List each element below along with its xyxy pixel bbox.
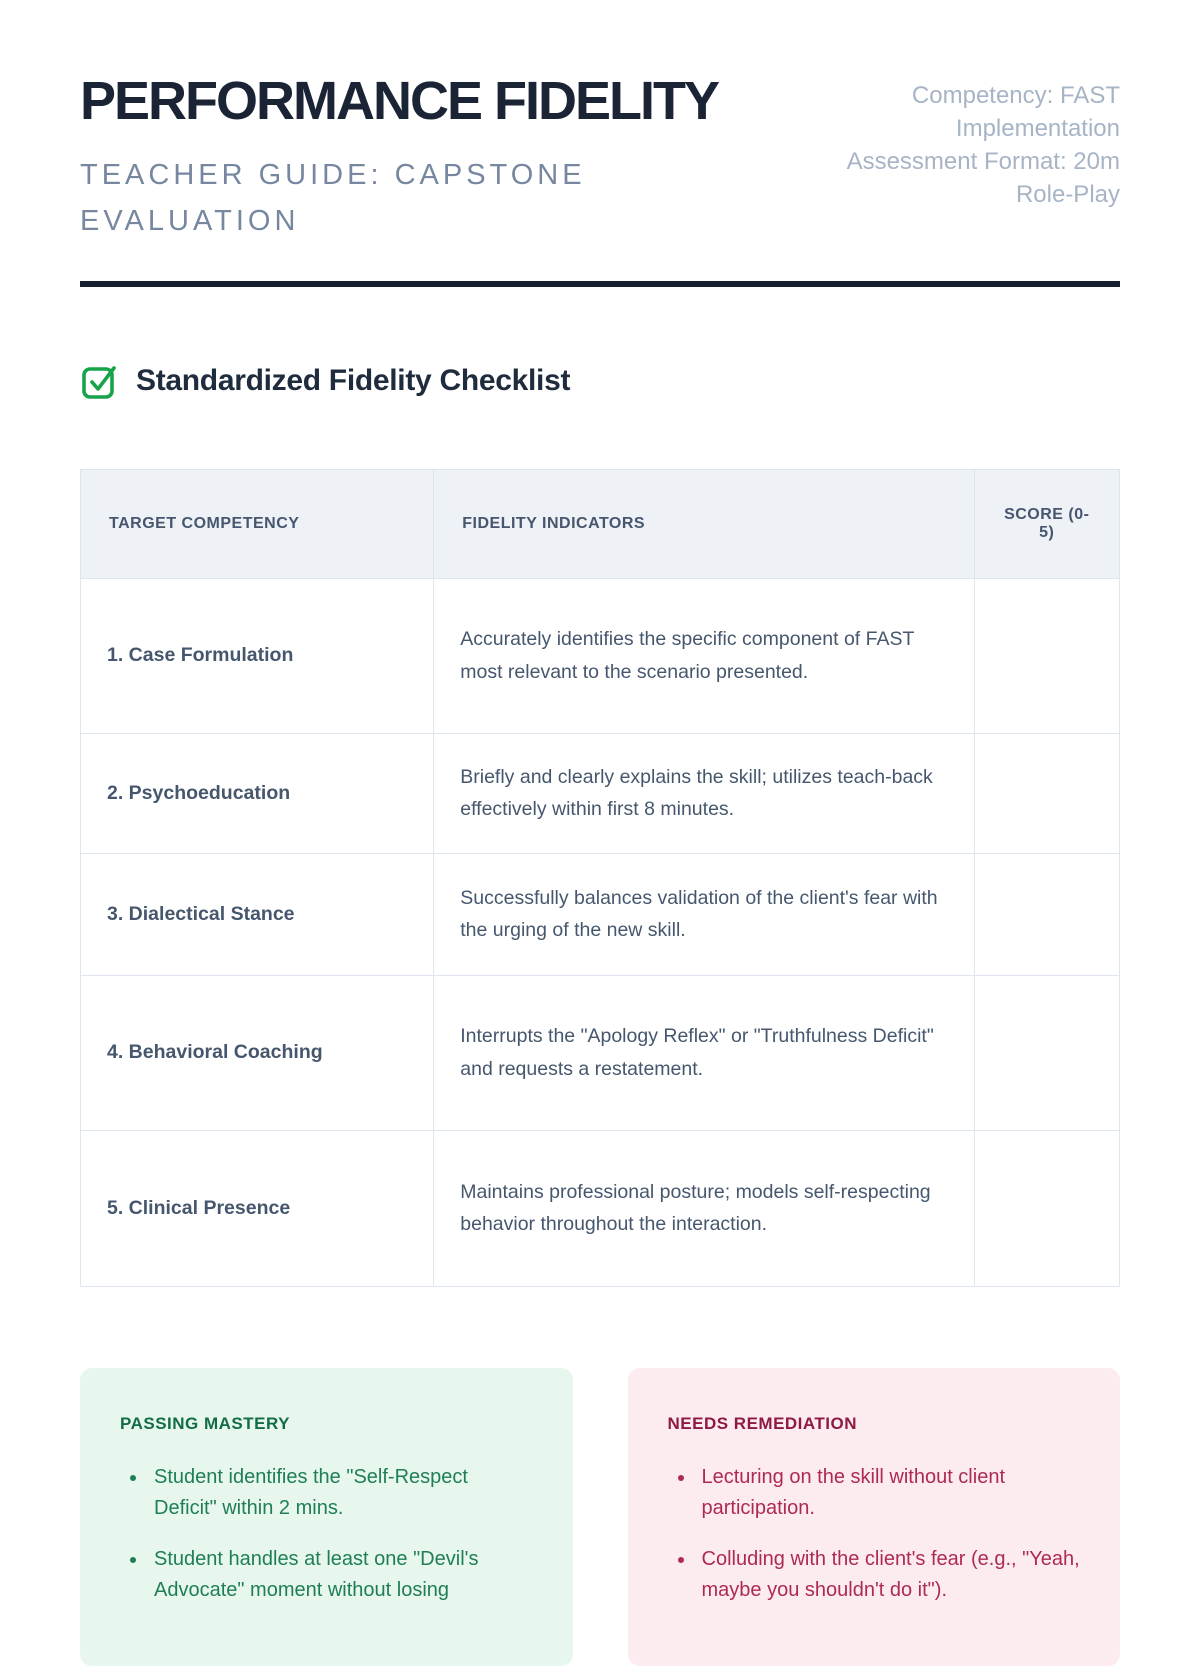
indicator-cell: Interrupts the "Apology Reflex" or "Truthfulness Deficit" and requests a restatement. [434, 975, 974, 1130]
remediation-item: • Lecturing on the skill without client participation. [696, 1462, 1081, 1524]
needs-remediation-box [628, 1368, 1121, 1666]
document-header [80, 71, 1120, 245]
page-title: PERFORMANCE FIDELITY [80, 71, 719, 131]
score-cell [974, 578, 1119, 733]
competency-cell: 4. Behavioral Coaching [81, 975, 434, 1130]
header-divider [80, 281, 1120, 287]
score-cell [974, 1130, 1119, 1286]
score-cell [974, 853, 1119, 975]
column-header-fidelity-indicators: FIDELITY INDICATORS [434, 469, 974, 578]
needs-remediation-list [668, 1462, 1081, 1606]
indicator-cell: Maintains professional posture; models self-respecting behavior throughout the interaction. [434, 1130, 974, 1286]
outcome-boxes [80, 1368, 1120, 1666]
checkbox-checked-icon [80, 361, 120, 401]
section-title: Standardized Fidelity Checklist [136, 363, 571, 397]
passing-mastery-list [120, 1462, 533, 1606]
mastery-item: • Student identifies the "Self-Respect Deficit" within 2 mins. [148, 1462, 533, 1524]
score-cell [974, 975, 1119, 1130]
section-heading [80, 361, 1120, 401]
meta-assessment-format: Assessment Format: 20m Role-Play [846, 147, 1120, 208]
passing-mastery-box [80, 1368, 573, 1666]
needs-remediation-heading: NEEDS REMEDIATION [667, 1413, 858, 1433]
table-row [81, 853, 1120, 975]
indicator-cell: Briefly and clearly explains the skill; utilizes teach-back effectively within first 8 minutes. [434, 733, 974, 853]
competency-cell: 3. Dialectical Stance [81, 853, 434, 975]
remediation-item: • Colluding with the client's fear (e.g., "Yeah, maybe you shouldn't do it"). [696, 1544, 1081, 1606]
competency-cell: 5. Clinical Presence [81, 1130, 434, 1286]
table-row [81, 578, 1120, 733]
table-row [81, 975, 1120, 1130]
column-header-score: SCORE (0-5) [974, 469, 1119, 578]
header-left [80, 71, 719, 245]
table-header-row [81, 469, 1120, 578]
meta-competency: Competency: FAST Implementation [911, 82, 1120, 142]
column-header-target-competency: TARGET COMPETENCY [81, 469, 434, 578]
fidelity-checklist-table [80, 469, 1120, 1287]
table-row [81, 1130, 1120, 1286]
score-cell [974, 733, 1119, 853]
indicator-cell: Successfully balances validation of the client's fear with the urging of the new skill. [434, 853, 974, 975]
competency-cell: 2. Psychoeducation [81, 733, 434, 853]
header-meta [790, 80, 1120, 212]
page-subtitle: TEACHER GUIDE: CAPSTONE EVALUATION [80, 159, 586, 238]
passing-mastery-heading: PASSING MASTERY [120, 1413, 290, 1433]
mastery-item: • Student handles at least one "Devil's Advocate" moment without losing [148, 1544, 533, 1606]
indicator-cell: Accurately identifies the specific component of FAST most relevant to the scenario presented. [434, 578, 974, 733]
competency-cell: 1. Case Formulation [81, 578, 434, 733]
table-row [81, 733, 1120, 853]
